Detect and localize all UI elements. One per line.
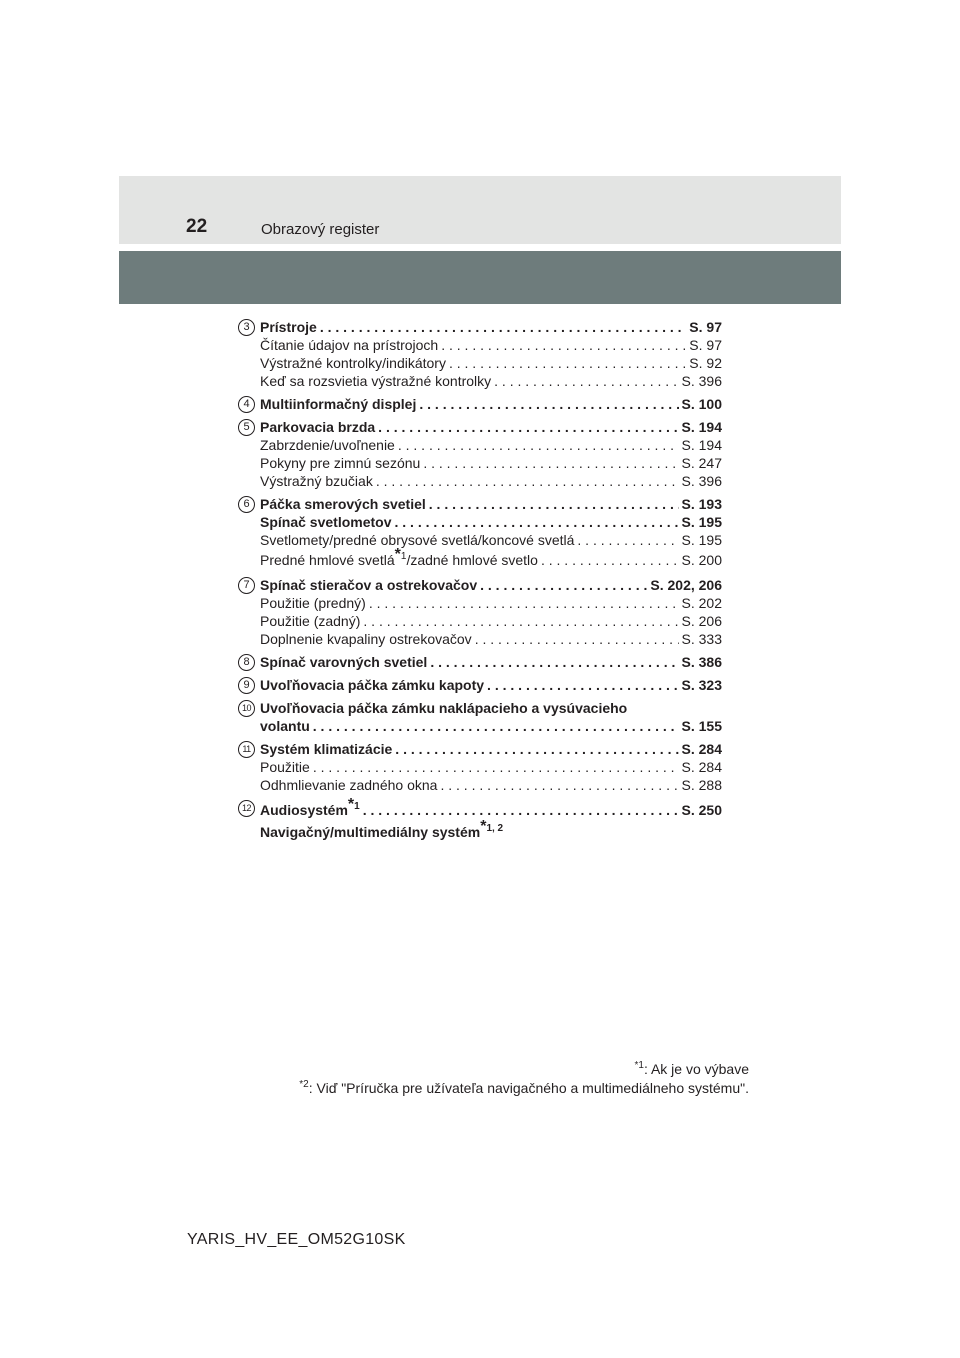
entry-number-badge: 6 [238,496,255,513]
toc-entry [238,395,722,413]
toc-main-item[interactable]: Prístroje . . . S. 97 [260,318,722,336]
page-ref: S. 323 [681,677,722,693]
entry-number-badge: 5 [238,419,255,436]
toc-sub-item[interactable]: Čítanie údajov na prístrojoch . . . S. 97 [260,336,722,354]
toc-entry [238,418,722,490]
toc-entry [238,576,722,648]
page-ref: S. 97 [689,337,722,353]
entry-number-badge: 8 [238,654,255,671]
toc-main-item[interactable]: Spínač svetlometov . . . S. 195 [260,513,722,531]
toc-sub-item[interactable]: Použitie . . . S. 284 [260,758,722,776]
header-band [119,176,841,244]
page-ref: S. 100 [681,396,722,412]
page-ref: S. 288 [681,777,722,793]
page-ref: S. 200 [681,552,722,568]
toc-main-item[interactable]: Audiosystém$^{*1}$ . . . S. 250 [260,799,722,821]
toc-main-item[interactable]: Spínač stieračov a ostrekovačov . . . S. 202, 206 [260,576,722,594]
toc-entry [238,699,722,735]
page-ref: S. 195 [681,514,722,530]
page-ref: S. 202 [681,595,722,611]
section-banner [119,251,841,304]
toc-sub-item[interactable]: Zabrzdenie/uvoľnenie . . . S. 194 [260,436,722,454]
toc-sub-item[interactable]: Keď sa rozsvietia výstražné kontrolky . . . S. 396 [260,372,722,390]
toc-entry [238,495,722,571]
entry-number-badge: 9 [238,677,255,694]
footnote-ref: *1 [394,546,407,563]
entry-number-badge: 4 [238,396,255,413]
toc-main-item[interactable]: Uvoľňovacia páčka zámku kapoty . . . S. 323 [260,676,722,694]
footnote-1: $^{*1}$: Ak je vo výbave [634,1060,749,1077]
toc-main-item[interactable]: Systém klimatizácie . . . S. 284 [260,740,722,758]
toc-main-item[interactable]: Navigačný/multimediálny systém$^{*1, 2}$ [260,818,504,840]
toc-sub-item[interactable]: Svetlomety/predné obrysové svetlá/koncové svetlá . . . S. 195 [260,531,722,549]
toc-main-item[interactable]: Multiinformačný displej . . . S. 100 [260,395,722,413]
page-ref: S. 202, 206 [650,577,722,593]
page-ref: S. 194 [681,419,722,435]
page-ref: S. 206 [681,613,722,629]
toc-sub-item[interactable]: Doplnenie kvapaliny ostrekovačov . . . S. 333 [260,630,722,648]
toc-entry [238,653,722,671]
toc-sub-item[interactable]: Pokyny pre zimnú sezónu . . . S. 247 [260,454,722,472]
section-title: Obrazový register [261,221,380,238]
toc-entry [238,318,722,390]
page-ref: S. 92 [689,355,722,371]
entry-number-badge: 3 [238,319,255,336]
toc-sub-item[interactable]: Použitie (predný) . . . S. 202 [260,594,722,612]
table-of-contents [238,318,722,848]
toc-main-item[interactable]: volantu . . . S. 155 [260,717,722,735]
page-ref: S. 250 [681,802,722,818]
toc-entry [238,676,722,694]
toc-sub-item[interactable]: Predné hmlové svetlá$^{*1}$/zadné hmlové svetlo . . . S. 200 [260,549,722,571]
toc-sub-item[interactable]: Výstražný bzučiak . . . S. 396 [260,472,722,490]
toc-sub-item[interactable]: Odhmlievanie zadného okna . . . S. 288 [260,776,722,794]
page-ref: S. 284 [681,741,722,757]
toc-sub-item[interactable]: Použitie (zadný) . . . S. 206 [260,612,722,630]
page-ref: S. 155 [681,718,722,734]
entry-number-badge: 11 [238,741,255,758]
footnote-ref: *1, 2 [480,818,504,835]
page-ref: S. 97 [689,319,722,335]
footnotes [299,1060,749,1098]
page-ref: S. 396 [681,373,722,389]
entry-number-badge: 10 [238,700,255,717]
footnote-ref: *1 [347,796,360,813]
entry-number-badge: 7 [238,577,255,594]
page-ref: S. 284 [681,759,722,775]
toc-entry [238,740,722,794]
page-ref: S. 194 [681,437,722,453]
document-code: YARIS_HV_EE_OM52G10SK [187,1231,406,1248]
toc-main-item[interactable]: Parkovacia brzda . . . S. 194 [260,418,722,436]
page-ref: S. 195 [681,532,722,548]
page-ref: S. 396 [681,473,722,489]
entry-number-badge: 12 [238,800,255,817]
page-number: 22 [186,216,208,237]
toc-sub-item[interactable]: Výstražné kontrolky/indikátory . . . S. 92 [260,354,722,372]
toc-main-item[interactable]: Spínač varovných svetiel . . . S. 386 [260,653,722,671]
toc-main-item-line[interactable]: Uvoľňovacia páčka zámku naklápacieho a vysúvacieho [260,700,628,716]
page-ref: S. 333 [681,631,722,647]
footnote-2: $^{*2}$: Viď "Príručka pre užívateľa navigačného a multimediálneho systému". [299,1079,749,1096]
page-ref: S. 386 [681,654,722,670]
page-ref: S. 193 [681,496,722,512]
toc-main-item[interactable]: Páčka smerových svetiel . . . S. 193 [260,495,722,513]
page-ref: S. 247 [681,455,722,471]
toc-entry [238,796,722,843]
